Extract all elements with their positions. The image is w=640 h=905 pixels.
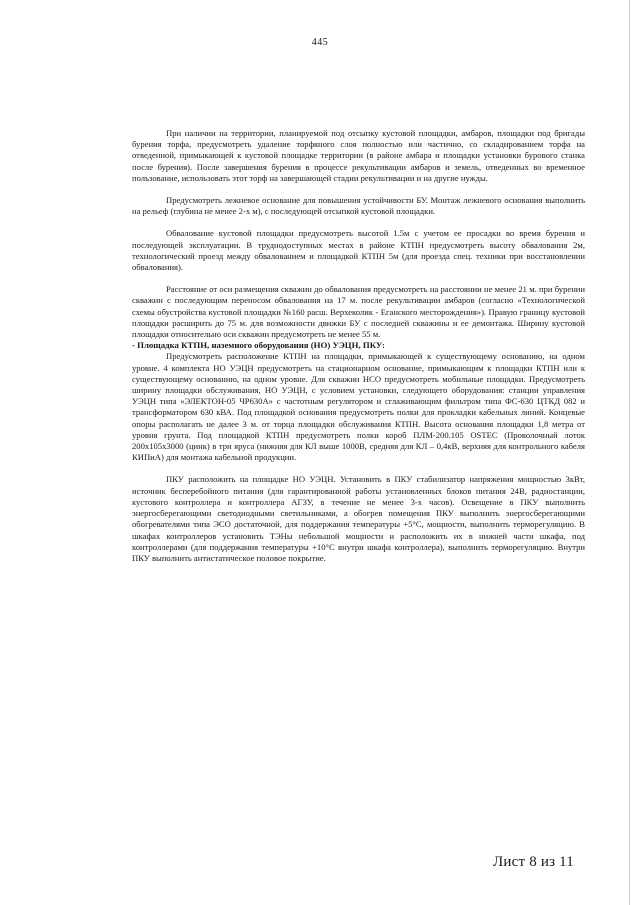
sheet-number-label: Лист 8 из 11 bbox=[493, 854, 574, 870]
document-body bbox=[132, 128, 585, 564]
paragraph-peat-removal: При наличии на территории, планируемой под отсыпку кустовой площадки, амбаров, площадки под бригады бурения торфа, предусмотреть удаление торфяного слоя полностью или частично, со складированием торфа на отведенной, примыкающей к кустовой площадке территории (в районе амбара и площадки установки бурового станка после бурения). После завершения бурения в процессе рекультивации амбаров и земель, отведенных во временное пользование, использовать этот торф на завершающей стадии рекультивации и на другие нужды. bbox=[132, 128, 585, 183]
paragraph-log-foundation: Предусмотреть лежневое основание для повышения устойчивости БУ. Монтаж лежневого основания выполнить на рельеф (глубина не менее 2-х м), с последующей отсыпкой кустовой площадки. bbox=[132, 195, 585, 217]
paragraph-embankment: Обвалование кустовой площадки предусмотреть высотой 1.5м с учетом ее просадки во время бурения и последующей эксплуатации. В труднодоступных местах в районе КТПН предусмотреть высоту обвалования 2м, технологический проезд между обвалованием и площадкой КТПН 5м (для проезда спец. техники при восстановлении обвалования). bbox=[132, 228, 585, 273]
page-number: 445 bbox=[311, 37, 329, 48]
paragraph-ktpn-location: Предусмотреть расположение КТПН на площадки, примыкающей к существующему основанию, на одном уровне. 4 комплекта НО УЭЦН предусмотреть на стационарном основание, примыкающим к площадки КТПН или к существующему основанию, на одном уровне. Для скважин НСО предусмотреть мобильные площадки. Предусмотреть ширину площадки обслуживания, НО УЭЦН, с условием установки, следующего оборудования: станции управления УЭЦН типа «ЭЛЕКТОН-05 ЧР630А» с частотным регулятором и сглаживающим фильтром типа ФС-630 ЦТКД 082 и трансформатором 630 кВА. Под площадкой основания предусмотреть полки для прокладки кабельных линий. Концевые опоры располагать не далее 3 м. от торца площадки обслуживания КТПН. Высота основания площадки 1,8 метра от уровня грунта. Под площадкой КТПН предусмотреть полки короб ПЛМ-200.105 OSTEC (Проволочный лоток 200х105х3000 (цинк) в три яруса (нижняя для КЛ выше 1000В, средняя для КЛ – 0,4кВ, верхняя для контрольного кабеля КИПиА) для монтажа кабельной продукции. bbox=[132, 351, 585, 463]
scan-edge-line bbox=[629, 0, 630, 905]
paragraph-pku: ПКУ расположить на площадке НО УЭЦН. Установить в ПКУ стабилизатор напряжения мощностью 3кВт, источник бесперебойного питания (для гарантированной работы установленных блоков питания 24В, радиостанции, кустового контроллера и контроллера АГЗУ, в течение не менее 3-х часов). Освещение в ПКУ выполнить энергосберегающими светодиодными светильниками, а обогрев помещения ПКУ выполнить энергосберегающими обогревателями типа ЭСО достаточной, для поддержания температуры +5°С, мощности, выполнить терморегуляцию. В шкафах контроллеров установить ТЭНы небольшой мощности и расположить их в нижней части шкафа, под контроллерами (для поддержания температуры +10°С внутри шкафа контроллера), выполнить терморегуляцию. Внутри ПКУ выполнить антистатическое половое покрытие. bbox=[132, 474, 585, 563]
paragraph-well-distance: Расстояние от оси размещения скважин до обвалования предусмотреть на расстоянии не менее 21 м. при бурении скважин с последующим переносом обвалования на 17 м. после рекультивации амбаров (согласно «Технологической схемы обустройства кустовой площадки №160 расш. Верхеколик - Еганского месторождения»). Правую границу кустовой площадки расширить до 75 м. для возможности движки БУ с последней скважины и ее демонтажа. Ширину кустовой площадки относительно оси скважин предусмотреть не менее 55 м. bbox=[132, 284, 585, 340]
section-heading-ktpn: - Площадка КТПН, наземного оборудования (НО) УЭЦН, ПКУ: bbox=[132, 340, 385, 351]
